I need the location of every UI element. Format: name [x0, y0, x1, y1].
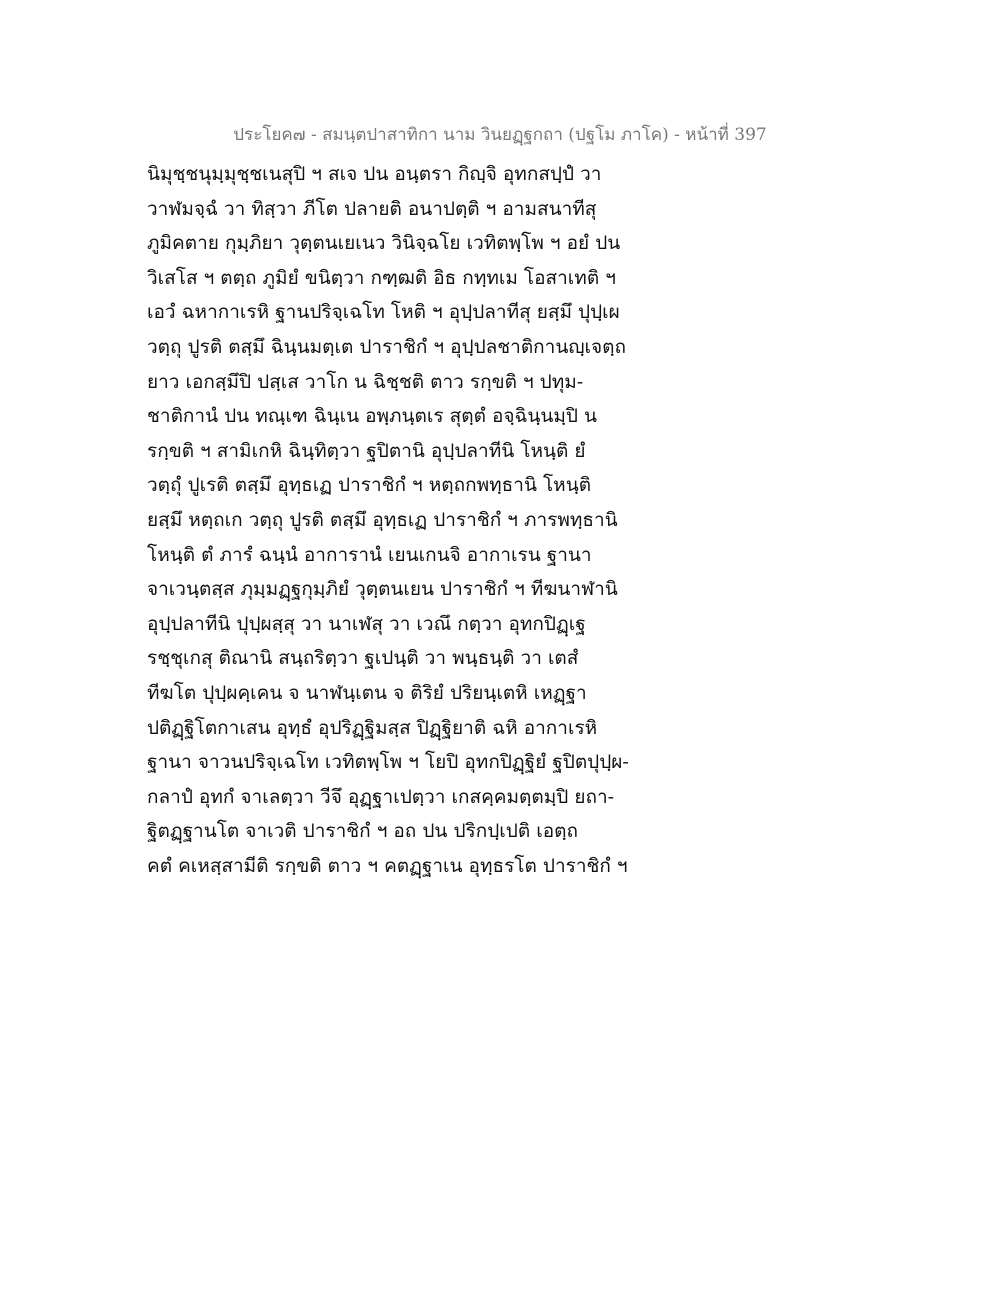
text-line: วตฺถุํ ปูเรติ ตสฺมึ อุทฺธเฏ ปาราชิกํ ฯ หตฺถกพทฺธานิ โหนฺติ: [147, 474, 592, 497]
text-line: ฐิตฏฺฐานโต จาเวติ ปาราชิกํ ฯ อถ ปน ปริกปฺเปติ เอตฺถ: [147, 820, 578, 843]
text-line: วาฬมจฺฉํ วา ทิสฺวา ภีโต ปลายติ อนาปตฺติ ฯ อามสนาทีสุ: [147, 197, 597, 220]
text-line: จาเวนฺตสฺส ภุมฺมฏฺฐกุมฺภิยํ วุตฺตนเยน ปาราชิกํ ฯ ทีฆนาฬานิ: [147, 578, 618, 601]
text-line: ฐานา จาวนปริจฺเฉโท เวทิตพฺโพ ฯ โยปิ อุทกปิฏฺฐิยํ ฐปิตปุปฺผ-: [147, 751, 629, 774]
text-line: นิมุชฺชนุมฺมุชฺชเนสุปิ ฯ สเจ ปน อนฺตรา กิญฺจิ อุทกสปฺปํ วา: [147, 163, 602, 185]
text-line: ยสฺมึ หตฺถเก วตฺถุ ปูรติ ตสฺมึ อุทฺธเฏ ปาราชิกํ ฯ ภารพทฺธานิ: [147, 508, 618, 531]
text-line: วิเสโส ฯ ตตฺถ ภูมิยํ ขนิตฺวา กฑฺฒติ อิธ กทฺทเม โอสาเทติ ฯ: [147, 266, 616, 289]
text-line: โหนฺติ ตํ ภารํ ฉนฺนํ อาการานํ เยนเกนจิ อากาเรน ฐานา: [147, 543, 592, 566]
text-line: ยาว เอกสฺมึปิ ปสฺเส วาโก น ฉิชฺชติ ตาว รกฺขติ ฯ ปทุม-: [147, 370, 584, 393]
text-line: คตํ คเหสฺสามีติ รกฺขติ ตาว ฯ คตฏฺฐาเน อุทฺธรโต ปาราชิกํ ฯ: [147, 854, 628, 877]
text-line: เอวํ ฉหากาเรหิ ฐานปริจฺเฉโท โหติ ฯ อุปฺปลาทีสุ ยสฺมึ ปุปฺเผ: [147, 301, 620, 324]
running-header: [0, 121, 1000, 148]
text-line: วตฺถุ ปูรติ ตสฺมึ ฉินฺนมตฺเต ปาราชิกํ ฯ อุปฺปลชาติกานญฺเจตฺถ: [147, 335, 626, 358]
text-line: อุปฺปลาทีนิ ปุปฺผสฺสุ วา นาเฬสุ วา เวณึ กตฺวา อุทกปิฏฺเฐ: [147, 612, 586, 635]
text-line: กลาปํ อุทกํ จาเลตฺวา วีจึ อุฏฺฐาเปตฺวา เกสคฺคมตฺตมฺปิ ยถา-: [147, 785, 615, 808]
body-text: [147, 157, 667, 883]
text-line: ทีฆโต ปุปฺผคฺเคน จ นาฬนฺเตน จ ติริยํ ปริยนฺเตหิ เหฏฺฐา: [147, 681, 587, 704]
text-line: รชฺชุเกสุ ติณานิ สนฺถริตฺวา ฐเปนฺติ วา พนฺธนฺติ วา เตสํ: [147, 647, 579, 670]
running-header-text: ประโยค๗ - สมนฺตปาสาทิกา นาม วินยฏฺฐกถา (ปฐโม ภาโค) - หน้าที่ 397: [233, 125, 767, 145]
text-line: รกฺขติ ฯ สามิเกหิ ฉินฺทิตฺวา ฐปิตานิ อุปฺปลาทีนิ โหนฺติ ยํ: [147, 439, 586, 462]
text-line: ชาติกานํ ปน ทณฺเฑ ฉินฺเน อพฺภนฺตเร สุตฺตํ อจฺฉินฺนมฺปิ น: [147, 405, 598, 428]
text-line: ปติฏฺฐิโตกาเสน อุทฺธํ อุปริฏฺฐิมสฺส ปิฏฺฐิยาติ ฉหิ อากาเรหิ: [147, 716, 598, 739]
text-line: ภูมิคตาย กุมฺภิยา วุตฺตนเยเนว วินิจฺฉโย เวทิตพฺโพ ฯ อยํ ปน: [147, 232, 621, 255]
